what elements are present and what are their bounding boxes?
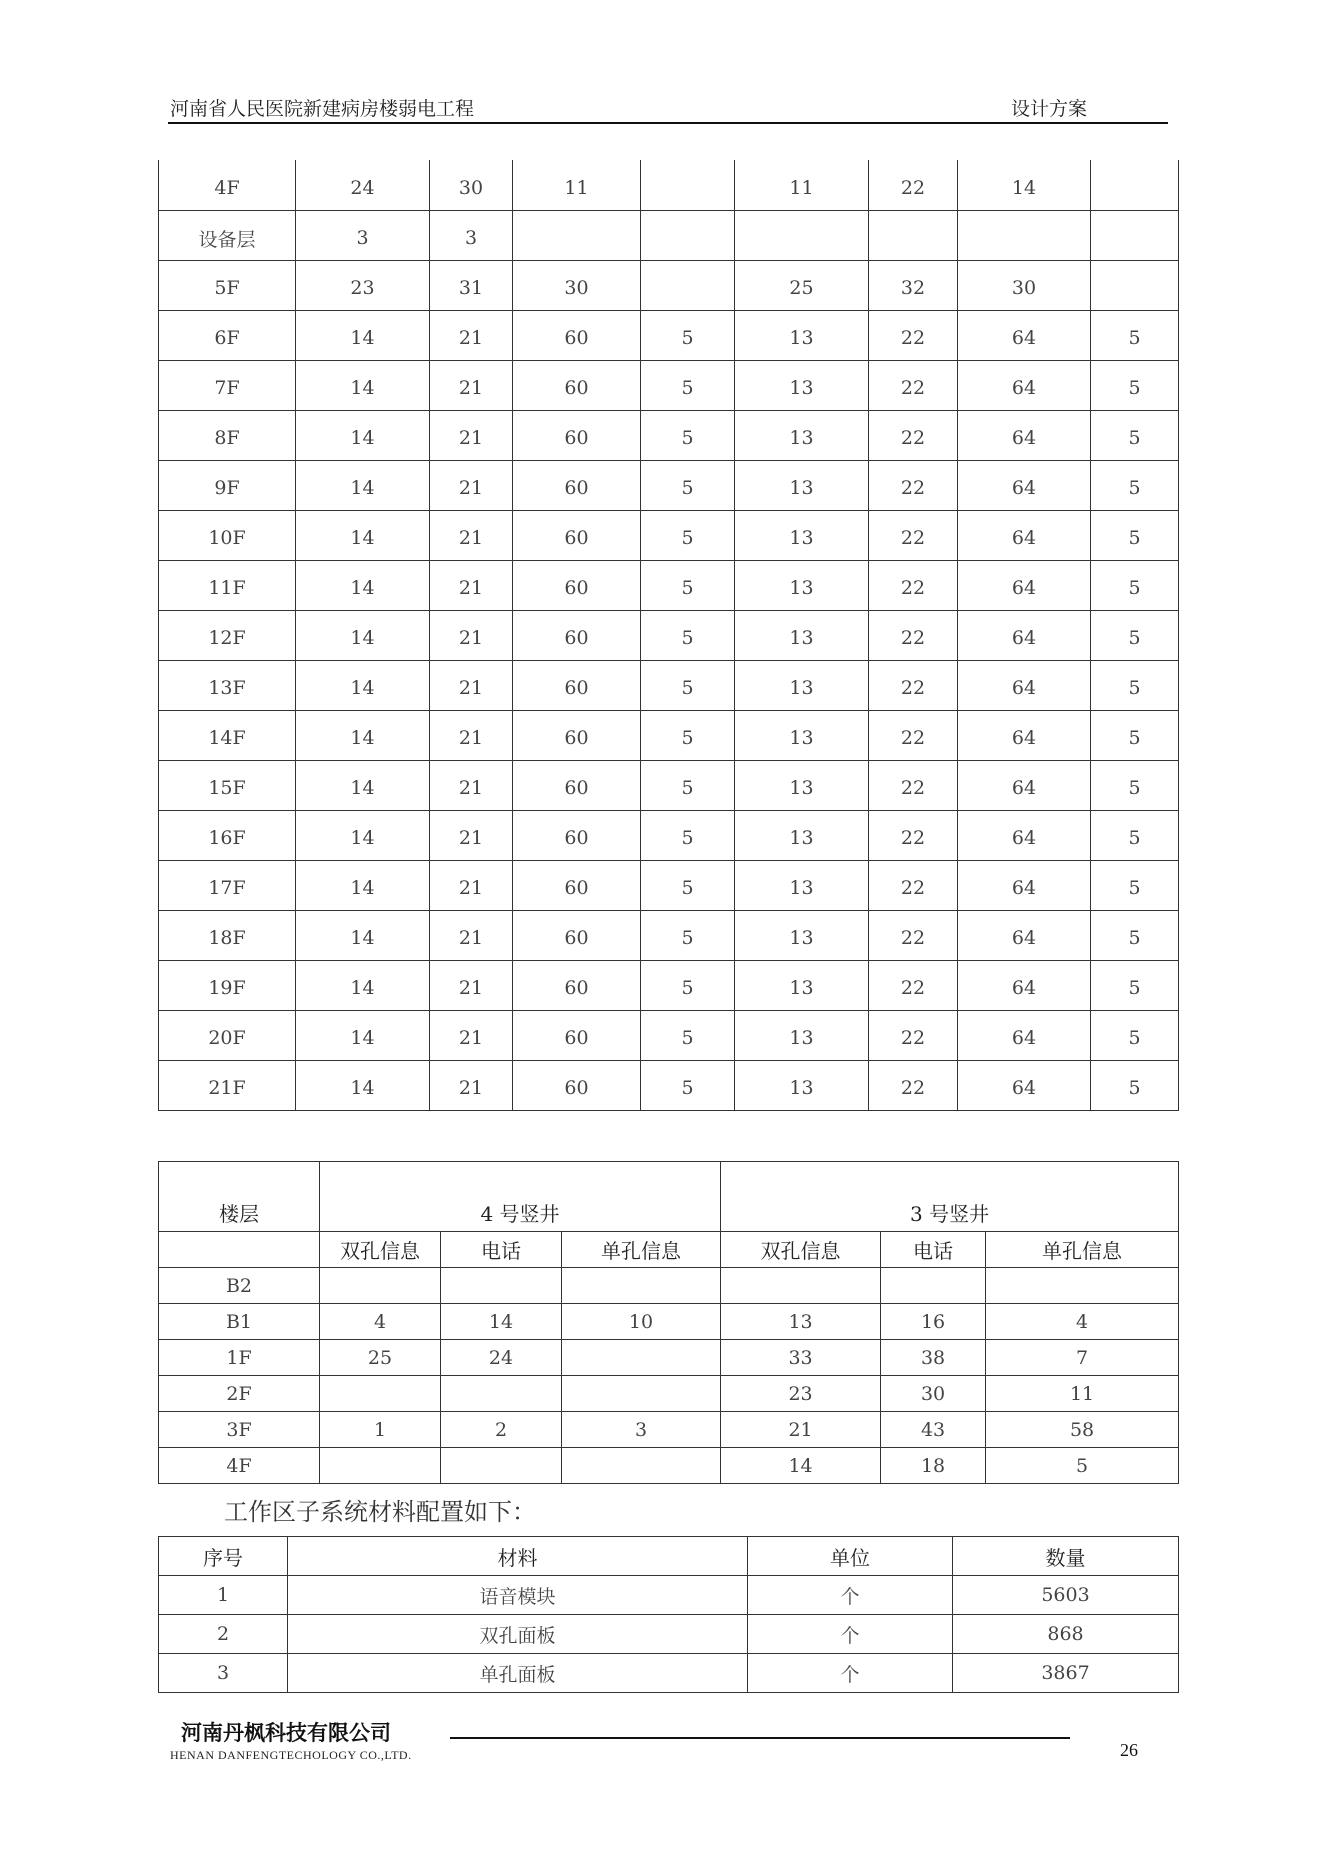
table-cell: 语音模块 <box>288 1576 748 1615</box>
table-row <box>159 1615 1179 1654</box>
table-row <box>159 910 1179 960</box>
table-cell <box>869 210 958 260</box>
table-cell: 64 <box>958 960 1091 1010</box>
table-cell: 23 <box>296 260 430 310</box>
table-cell: 64 <box>958 360 1091 410</box>
table-cell: 13 <box>735 610 869 660</box>
table-cell: 64 <box>958 610 1091 660</box>
table-cell: 22 <box>869 760 958 810</box>
table-cell: 14 <box>296 360 430 410</box>
table-cell: 21 <box>430 860 513 910</box>
subheader-cell: 双孔信息 <box>320 1232 441 1268</box>
table-cell: 5 <box>1091 360 1179 410</box>
footer-company-name: 河南丹枫科技有限公司 <box>181 1721 391 1745</box>
table-cell: 21 <box>430 310 513 360</box>
table-cell: 25 <box>735 260 869 310</box>
table-cell: 14 <box>296 860 430 910</box>
table-row <box>159 1412 1179 1448</box>
table-cell: 60 <box>513 1060 641 1110</box>
table-cell: 24 <box>441 1340 562 1376</box>
table-row <box>159 1304 1179 1340</box>
table-cell: 4 <box>320 1304 441 1340</box>
table-cell: 60 <box>513 960 641 1010</box>
table-cell <box>320 1376 441 1412</box>
table-cell: 60 <box>513 460 641 510</box>
table-cell <box>1091 210 1179 260</box>
table-cell: 11 <box>513 160 641 210</box>
table-cell: 5F <box>159 260 296 310</box>
table-cell: 5 <box>1091 410 1179 460</box>
table-cell: 13 <box>735 460 869 510</box>
table-cell: 60 <box>513 310 641 360</box>
table-cell: 14 <box>296 310 430 360</box>
table-cell: 14 <box>958 160 1091 210</box>
table-cell: 13F <box>159 660 296 710</box>
table-cell: 5 <box>641 710 735 760</box>
materials-table <box>158 1536 1179 1693</box>
footer-divider <box>450 1737 1070 1739</box>
table-cell: 13 <box>735 410 869 460</box>
table-cell: 2 <box>159 1615 288 1654</box>
table-cell: 5 <box>641 360 735 410</box>
table-cell: 22 <box>869 360 958 410</box>
table-cell: 22 <box>869 410 958 460</box>
table-cell <box>562 1268 721 1304</box>
table-cell: 20F <box>159 1010 296 1060</box>
table-cell: 5 <box>641 610 735 660</box>
table-cell: 4F <box>159 160 296 210</box>
header-divider <box>168 122 1168 124</box>
table-row <box>159 760 1179 810</box>
table-cell: 21 <box>430 660 513 710</box>
table-cell: 4 <box>986 1304 1179 1340</box>
table-cell: 64 <box>958 1010 1091 1060</box>
table-row <box>159 860 1179 910</box>
table-cell: 64 <box>958 860 1091 910</box>
table-cell <box>562 1448 721 1484</box>
table-cell: 13 <box>735 860 869 910</box>
table-cell <box>721 1268 881 1304</box>
table-cell: 64 <box>958 560 1091 610</box>
table-cell: 60 <box>513 610 641 660</box>
table-cell: 60 <box>513 910 641 960</box>
table-cell <box>441 1448 562 1484</box>
document-header-section: 设计方案 <box>1011 98 1088 120</box>
table-row <box>159 1654 1179 1693</box>
shaft-4-group-header: 4 号竖井 <box>320 1162 721 1232</box>
table-cell: 60 <box>513 860 641 910</box>
table-cell: 22 <box>869 960 958 1010</box>
table-cell: 5 <box>1091 760 1179 810</box>
table-cell: 5 <box>641 510 735 560</box>
table-row <box>159 310 1179 360</box>
document-header-title: 河南省人民医院新建病房楼弱电工程 <box>170 98 475 120</box>
table-cell <box>641 210 735 260</box>
table-cell: 6F <box>159 310 296 360</box>
table-cell <box>562 1376 721 1412</box>
table-cell: 19F <box>159 960 296 1010</box>
table-cell <box>1091 260 1179 310</box>
table-cell <box>441 1376 562 1412</box>
table-cell: 33 <box>721 1340 881 1376</box>
table-cell <box>881 1268 986 1304</box>
table-cell: 25 <box>320 1340 441 1376</box>
table-cell: 14 <box>296 810 430 860</box>
table-cell: 13 <box>735 560 869 610</box>
table-cell: 14 <box>296 910 430 960</box>
table-cell: 4F <box>159 1448 320 1484</box>
shaft-points-table <box>158 1161 1179 1484</box>
table-row <box>159 560 1179 610</box>
table-cell: 3867 <box>953 1654 1179 1693</box>
table-cell: 12F <box>159 610 296 660</box>
table-cell: 3 <box>430 210 513 260</box>
table-row <box>159 1340 1179 1376</box>
table-cell: 14 <box>296 960 430 1010</box>
table-cell: 5 <box>1091 860 1179 910</box>
table-cell: 双孔面板 <box>288 1615 748 1654</box>
table-cell: 5 <box>1091 1060 1179 1110</box>
table-cell: 64 <box>958 760 1091 810</box>
materials-header-cell: 序号 <box>159 1537 288 1576</box>
table-cell: 13 <box>721 1304 881 1340</box>
table-cell: 单孔面板 <box>288 1654 748 1693</box>
table-cell: 14 <box>296 1060 430 1110</box>
table-cell: 14 <box>296 460 430 510</box>
table-cell: 22 <box>869 310 958 360</box>
table-cell: 5 <box>1091 310 1179 360</box>
table-cell: 16F <box>159 810 296 860</box>
table-cell <box>735 210 869 260</box>
table-cell: 21 <box>430 960 513 1010</box>
table-cell: 21 <box>430 760 513 810</box>
table-cell: 22 <box>869 810 958 860</box>
table-cell: 个 <box>748 1576 953 1615</box>
table-cell: 5 <box>641 560 735 610</box>
table-cell: 60 <box>513 1010 641 1060</box>
table-cell: B2 <box>159 1268 320 1304</box>
table-cell: 21 <box>721 1412 881 1448</box>
table-cell: 64 <box>958 1060 1091 1110</box>
table-cell: 21 <box>430 560 513 610</box>
table-cell: 5 <box>1091 460 1179 510</box>
table-row <box>159 1060 1179 1110</box>
table-cell: 64 <box>958 710 1091 760</box>
table-cell: 21 <box>430 910 513 960</box>
floor-points-table-continued <box>158 160 1179 1111</box>
table-cell: 17F <box>159 860 296 910</box>
table-cell: 2 <box>441 1412 562 1448</box>
table-cell: 2F <box>159 1376 320 1412</box>
table-cell: 30 <box>881 1376 986 1412</box>
table-cell: 个 <box>748 1654 953 1693</box>
table-cell: 24 <box>296 160 430 210</box>
table-cell: 21 <box>430 810 513 860</box>
table-cell: 60 <box>513 660 641 710</box>
table-row <box>159 710 1179 760</box>
table-cell: 5 <box>986 1448 1179 1484</box>
table-cell: 60 <box>513 760 641 810</box>
table-cell: 3 <box>562 1412 721 1448</box>
table-cell <box>441 1268 562 1304</box>
table-cell: 3 <box>159 1654 288 1693</box>
table-cell: 60 <box>513 510 641 560</box>
table-cell <box>986 1268 1179 1304</box>
table-cell: 14 <box>296 610 430 660</box>
table-cell: 32 <box>869 260 958 310</box>
table-cell: 22 <box>869 1060 958 1110</box>
table-cell: 14 <box>441 1304 562 1340</box>
table-cell: 5 <box>641 410 735 460</box>
materials-header-cell: 数量 <box>953 1537 1179 1576</box>
table-cell: 13 <box>735 310 869 360</box>
table-cell: 64 <box>958 810 1091 860</box>
table-row <box>159 660 1179 710</box>
table-row <box>159 1010 1179 1060</box>
table-cell: 5 <box>1091 710 1179 760</box>
table-cell: 21F <box>159 1060 296 1110</box>
table-cell: 60 <box>513 560 641 610</box>
table-cell: 11 <box>735 160 869 210</box>
table-cell: 5 <box>641 1010 735 1060</box>
table-cell: 11 <box>986 1376 1179 1412</box>
table-cell: 21 <box>430 1010 513 1060</box>
table-cell: 9F <box>159 460 296 510</box>
table-cell: 30 <box>513 260 641 310</box>
table-cell: 14 <box>296 410 430 460</box>
subheader-blank-cell <box>159 1232 320 1268</box>
table-cell <box>641 160 735 210</box>
table-cell: 64 <box>958 410 1091 460</box>
table-cell: 5 <box>641 660 735 710</box>
table-cell: 22 <box>869 510 958 560</box>
table-cell: 13 <box>735 710 869 760</box>
table-cell: 1F <box>159 1340 320 1376</box>
page-number: 26 <box>1120 1740 1138 1760</box>
table-cell: 14 <box>296 1010 430 1060</box>
table-cell: 14 <box>296 510 430 560</box>
table-cell: 13 <box>735 1010 869 1060</box>
table-cell: 21 <box>430 610 513 660</box>
table-cell: 5 <box>641 910 735 960</box>
table-cell: 22 <box>869 1010 958 1060</box>
table-row <box>159 1268 1179 1304</box>
table-row <box>159 460 1179 510</box>
table-cell: 7 <box>986 1340 1179 1376</box>
table-cell: 18 <box>881 1448 986 1484</box>
table-cell: 58 <box>986 1412 1179 1448</box>
table-cell: 21 <box>430 510 513 560</box>
table-cell: 设备层 <box>159 210 296 260</box>
table-cell: 31 <box>430 260 513 310</box>
table-cell <box>320 1268 441 1304</box>
table-cell: 5 <box>1091 560 1179 610</box>
table-cell: 13 <box>735 1060 869 1110</box>
table-cell: 22 <box>869 660 958 710</box>
table-cell: B1 <box>159 1304 320 1340</box>
table-cell: 60 <box>513 360 641 410</box>
table-cell <box>641 260 735 310</box>
table-cell: 43 <box>881 1412 986 1448</box>
table-row <box>159 960 1179 1010</box>
subheader-cell: 电话 <box>881 1232 986 1268</box>
table-cell: 7F <box>159 360 296 410</box>
table-cell: 14 <box>296 760 430 810</box>
table-cell: 15F <box>159 760 296 810</box>
table-cell: 13 <box>735 910 869 960</box>
table-cell: 5 <box>641 460 735 510</box>
table-cell <box>562 1340 721 1376</box>
table-row <box>159 510 1179 560</box>
table-cell: 21 <box>430 360 513 410</box>
table-cell: 13 <box>735 510 869 560</box>
table-cell: 13 <box>735 660 869 710</box>
table-cell: 21 <box>430 410 513 460</box>
table-cell: 5 <box>641 860 735 910</box>
table-cell: 10 <box>562 1304 721 1340</box>
table-row <box>159 1576 1179 1615</box>
table-cell: 64 <box>958 510 1091 560</box>
table-cell: 22 <box>869 910 958 960</box>
shaft-3-group-header: 3 号竖井 <box>721 1162 1179 1232</box>
table-cell: 5 <box>1091 910 1179 960</box>
table-cell: 64 <box>958 310 1091 360</box>
table-cell: 3F <box>159 1412 320 1448</box>
table-cell: 5 <box>1091 1010 1179 1060</box>
table-cell: 64 <box>958 910 1091 960</box>
materials-header-cell: 单位 <box>748 1537 953 1576</box>
table-row <box>159 360 1179 410</box>
table-row <box>159 1448 1179 1484</box>
table-cell <box>320 1448 441 1484</box>
table-cell: 3 <box>296 210 430 260</box>
table-cell: 60 <box>513 410 641 460</box>
table-cell: 5 <box>641 960 735 1010</box>
table-cell: 22 <box>869 710 958 760</box>
table-cell: 22 <box>869 610 958 660</box>
table-cell: 5 <box>1091 510 1179 560</box>
table-cell: 14 <box>721 1448 881 1484</box>
table-cell: 10F <box>159 510 296 560</box>
table-row <box>159 410 1179 460</box>
table-cell: 1 <box>159 1576 288 1615</box>
table-cell: 5 <box>1091 610 1179 660</box>
subheader-cell: 双孔信息 <box>721 1232 881 1268</box>
table-row <box>159 810 1179 860</box>
table-cell: 21 <box>430 1060 513 1110</box>
table-cell: 22 <box>869 560 958 610</box>
table-cell: 60 <box>513 810 641 860</box>
table-cell: 14F <box>159 710 296 760</box>
table-row <box>159 260 1179 310</box>
table-cell: 个 <box>748 1615 953 1654</box>
table-cell: 23 <box>721 1376 881 1412</box>
table-cell: 18F <box>159 910 296 960</box>
table-cell <box>513 210 641 260</box>
table-cell: 38 <box>881 1340 986 1376</box>
table-cell: 14 <box>296 710 430 760</box>
table-cell: 868 <box>953 1615 1179 1654</box>
table-cell: 16 <box>881 1304 986 1340</box>
table-cell: 5 <box>1091 810 1179 860</box>
table-row <box>159 610 1179 660</box>
table-cell: 30 <box>430 160 513 210</box>
table-cell <box>958 210 1091 260</box>
table-cell: 13 <box>735 360 869 410</box>
table-cell: 13 <box>735 960 869 1010</box>
table-cell: 13 <box>735 760 869 810</box>
table-cell: 64 <box>958 460 1091 510</box>
materials-caption: 工作区子系统材料配置如下： <box>224 1498 536 1526</box>
table-row <box>159 1376 1179 1412</box>
table-cell: 60 <box>513 710 641 760</box>
table-cell: 5 <box>641 1060 735 1110</box>
table-cell: 22 <box>869 160 958 210</box>
floor-column-header: 楼层 <box>159 1162 320 1232</box>
table-cell: 22 <box>869 460 958 510</box>
table-cell <box>1091 160 1179 210</box>
table-cell: 5 <box>641 760 735 810</box>
table-cell: 14 <box>296 660 430 710</box>
table-cell: 5 <box>641 810 735 860</box>
table-cell: 21 <box>430 710 513 760</box>
subheader-cell: 电话 <box>441 1232 562 1268</box>
materials-header-cell: 材料 <box>288 1537 748 1576</box>
table-cell: 1 <box>320 1412 441 1448</box>
table-cell: 5 <box>1091 960 1179 1010</box>
table-row <box>159 160 1179 210</box>
table-cell: 22 <box>869 860 958 910</box>
table-cell: 64 <box>958 660 1091 710</box>
subheader-cell: 单孔信息 <box>986 1232 1179 1268</box>
table-cell: 11F <box>159 560 296 610</box>
table-cell: 5 <box>1091 660 1179 710</box>
table-cell: 30 <box>958 260 1091 310</box>
footer-company-name-en: HENAN DANFENGTECHOLOGY CO.,LTD. <box>170 1748 412 1762</box>
table-cell: 5 <box>641 310 735 360</box>
table-cell: 21 <box>430 460 513 510</box>
table-cell: 5603 <box>953 1576 1179 1615</box>
table-row <box>159 210 1179 260</box>
table-cell: 14 <box>296 560 430 610</box>
subheader-cell: 单孔信息 <box>562 1232 721 1268</box>
table-cell: 13 <box>735 810 869 860</box>
table-cell: 8F <box>159 410 296 460</box>
